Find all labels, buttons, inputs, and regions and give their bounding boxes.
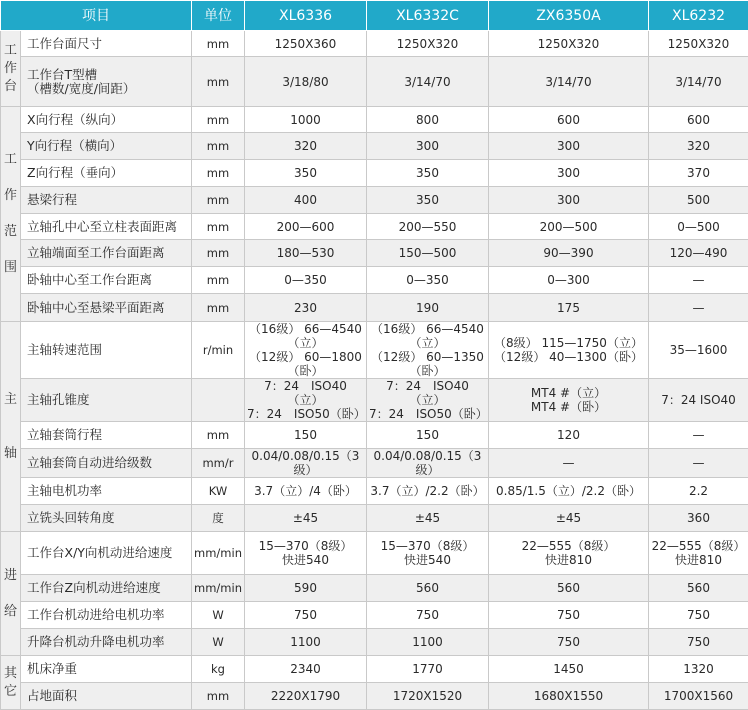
row-unit: mm: [192, 160, 245, 187]
table-row: [1, 160, 748, 187]
row-value: 200—600: [245, 214, 367, 240]
row-unit: mm/min: [192, 575, 245, 602]
row-item-label: 主轴孔锥度: [21, 379, 192, 422]
row-item-label: 立轴孔中心至立柱表面距离: [21, 214, 192, 240]
header-model: XL6336: [245, 1, 367, 31]
row-value: （8级） 115—1750（立） （12级） 40—1300（卧）: [489, 322, 649, 379]
row-value: ±45: [245, 505, 367, 532]
row-unit: 度: [192, 505, 245, 532]
row-value: 0—500: [649, 214, 748, 240]
row-value: ±45: [489, 505, 649, 532]
row-value: 2.2: [649, 478, 748, 505]
row-value: 1100: [245, 629, 367, 656]
row-item-label: 立轴端面至工作台面距离: [21, 240, 192, 267]
header-model: ZX6350A: [489, 1, 649, 31]
row-value: 320: [649, 133, 748, 160]
row-unit: r/min: [192, 322, 245, 379]
row-value: —: [489, 449, 649, 478]
table-row: [1, 57, 748, 107]
group-label: 主 轴: [1, 322, 21, 532]
row-value: —: [649, 449, 748, 478]
row-value: 560: [649, 575, 748, 602]
row-value: （16级） 66—4540（立） （12级） 60—1350（卧）: [367, 322, 489, 379]
row-value: 300: [489, 133, 649, 160]
row-unit: W: [192, 602, 245, 629]
row-value: 175: [489, 294, 649, 322]
row-value: 1700X1560: [649, 683, 748, 710]
row-value: 1250X360: [245, 31, 367, 57]
group-label: 进 给: [1, 532, 21, 656]
table-row: [1, 478, 748, 505]
table-row: [1, 322, 748, 379]
row-value: 300: [367, 133, 489, 160]
table-row: [1, 575, 748, 602]
group-label: 工 作 台: [1, 31, 21, 107]
row-value: 90—390: [489, 240, 649, 267]
row-value: 750: [489, 629, 649, 656]
row-value: 190: [367, 294, 489, 322]
table-row: [1, 602, 748, 629]
table-row: [1, 505, 748, 532]
row-value: 200—550: [367, 214, 489, 240]
row-value: 750: [489, 602, 649, 629]
row-value: 1250X320: [649, 31, 748, 57]
row-unit: mm: [192, 683, 245, 710]
row-value: 360: [649, 505, 748, 532]
row-unit: [192, 379, 245, 422]
table-row: [1, 187, 748, 214]
row-value: 350: [367, 160, 489, 187]
row-unit: mm: [192, 187, 245, 214]
table-row: [1, 133, 748, 160]
row-value: 750: [245, 602, 367, 629]
row-item-label: 工作台T型槽 （槽数/宽度/间距）: [21, 57, 192, 107]
row-value: 150—500: [367, 240, 489, 267]
row-value: 150: [245, 422, 367, 449]
row-unit: mm: [192, 214, 245, 240]
header-unit: 单位: [192, 1, 245, 31]
row-item-label: 工作台X/Y向机动进给速度: [21, 532, 192, 575]
row-unit: kg: [192, 656, 245, 683]
header-model: XL6232: [649, 1, 748, 31]
row-value: 22—555（8级） 快进810: [649, 532, 748, 575]
header-model: XL6332C: [367, 1, 489, 31]
table-row: [1, 683, 748, 710]
row-value: 350: [245, 160, 367, 187]
row-value: 600: [489, 107, 649, 133]
row-item-label: 主轴电机功率: [21, 478, 192, 505]
row-unit: mm/min: [192, 532, 245, 575]
row-unit: W: [192, 629, 245, 656]
row-value: 15—370（8级） 快进540: [367, 532, 489, 575]
row-unit: mm: [192, 31, 245, 57]
table-row: [1, 532, 748, 575]
table-row: [1, 214, 748, 240]
table-row: [1, 449, 748, 478]
row-value: —: [649, 267, 748, 294]
table-row: [1, 656, 748, 683]
row-item-label: Y向行程（横向）: [21, 133, 192, 160]
row-item-label: 工作台Z向机动进给速度: [21, 575, 192, 602]
row-value: 1770: [367, 656, 489, 683]
row-value: 3.7（立）/4（卧）: [245, 478, 367, 505]
row-value: 750: [367, 602, 489, 629]
row-unit: KW: [192, 478, 245, 505]
row-item-label: 卧轴中心至工作台距离: [21, 267, 192, 294]
row-value: —: [649, 294, 748, 322]
row-item-label: X向行程（纵向）: [21, 107, 192, 133]
row-value: 7：24 ISO40: [649, 379, 748, 422]
row-value: 0.04/0.08/0.15（3级）: [367, 449, 489, 478]
row-value: 3/14/70: [489, 57, 649, 107]
row-value: 600: [649, 107, 748, 133]
row-value: 350: [367, 187, 489, 214]
row-unit: mm: [192, 240, 245, 267]
row-unit: mm: [192, 267, 245, 294]
table-row: [1, 31, 748, 57]
row-item-label: Z向行程（垂向）: [21, 160, 192, 187]
row-value: 560: [367, 575, 489, 602]
row-value: 800: [367, 107, 489, 133]
table-row: [1, 629, 748, 656]
row-item-label: 升降台机动升降电机功率: [21, 629, 192, 656]
row-value: 1250X320: [367, 31, 489, 57]
row-value: 1250X320: [489, 31, 649, 57]
row-value: 230: [245, 294, 367, 322]
row-item-label: 机床净重: [21, 656, 192, 683]
row-item-label: 卧轴中心至悬梁平面距离: [21, 294, 192, 322]
row-value: 750: [649, 629, 748, 656]
row-value: 1680X1550: [489, 683, 649, 710]
row-value: 0—300: [489, 267, 649, 294]
row-value: 3/18/80: [245, 57, 367, 107]
row-value: 35—1600: [649, 322, 748, 379]
row-value: 120: [489, 422, 649, 449]
table-row: [1, 422, 748, 449]
row-value: 22—555（8级） 快进810: [489, 532, 649, 575]
row-value: 0.04/0.08/0.15（3级）: [245, 449, 367, 478]
row-value: 0—350: [367, 267, 489, 294]
row-unit: mm: [192, 133, 245, 160]
row-value: ±45: [367, 505, 489, 532]
row-value: 180—530: [245, 240, 367, 267]
row-value: 1320: [649, 656, 748, 683]
row-item-label: 立轴套筒行程: [21, 422, 192, 449]
row-value: （16级） 66—4540（立） （12级） 60—1800（卧）: [245, 322, 367, 379]
row-value: 1000: [245, 107, 367, 133]
row-item-label: 主轴转速范围: [21, 322, 192, 379]
table-row: [1, 107, 748, 133]
row-item-label: 工作台面尺寸: [21, 31, 192, 57]
table-row: [1, 379, 748, 422]
row-value: 590: [245, 575, 367, 602]
row-item-label: 占地面积: [21, 683, 192, 710]
row-value: 0.85/1.5（立）/2.2（卧）: [489, 478, 649, 505]
row-item-label: 悬梁行程: [21, 187, 192, 214]
row-value: 3/14/70: [649, 57, 748, 107]
row-unit: mm: [192, 422, 245, 449]
row-value: 1720X1520: [367, 683, 489, 710]
row-value: —: [649, 422, 748, 449]
row-item-label: 立铣头回转角度: [21, 505, 192, 532]
row-value: 750: [649, 602, 748, 629]
row-value: 500: [649, 187, 748, 214]
group-label: 其 它: [1, 656, 21, 710]
row-value: 370: [649, 160, 748, 187]
row-unit: mm/r: [192, 449, 245, 478]
row-item-label: 立轴套筒自动进给级数: [21, 449, 192, 478]
row-value: 300: [489, 187, 649, 214]
row-value: 1450: [489, 656, 649, 683]
row-item-label: 工作台机动进给电机功率: [21, 602, 192, 629]
row-unit: mm: [192, 294, 245, 322]
row-value: 300: [489, 160, 649, 187]
row-unit: mm: [192, 57, 245, 107]
header-row: [1, 1, 748, 31]
group-label: 工 作 范 围: [1, 107, 21, 322]
row-value: 2220X1790: [245, 683, 367, 710]
row-value: 2340: [245, 656, 367, 683]
row-unit: mm: [192, 107, 245, 133]
row-value: 7：24 ISO40（立） 7：24 ISO50（卧）: [367, 379, 489, 422]
table-row: [1, 294, 748, 322]
row-value: 150: [367, 422, 489, 449]
row-value: 1100: [367, 629, 489, 656]
row-value: 560: [489, 575, 649, 602]
row-value: 7：24 ISO40（立） 7：24 ISO50（卧）: [245, 379, 367, 422]
row-value: 3/14/70: [367, 57, 489, 107]
row-value: 200—500: [489, 214, 649, 240]
row-value: 400: [245, 187, 367, 214]
row-value: 3.7（立）/2.2（卧）: [367, 478, 489, 505]
table-row: [1, 267, 748, 294]
row-value: 320: [245, 133, 367, 160]
row-value: 15—370（8级） 快进540: [245, 532, 367, 575]
spec-body: [1, 31, 748, 710]
row-value: 0—350: [245, 267, 367, 294]
header-item: 项目: [1, 1, 192, 31]
row-value: 120—490: [649, 240, 748, 267]
row-value: MT4 #（立） MT4 #（卧）: [489, 379, 649, 422]
table-row: [1, 240, 748, 267]
